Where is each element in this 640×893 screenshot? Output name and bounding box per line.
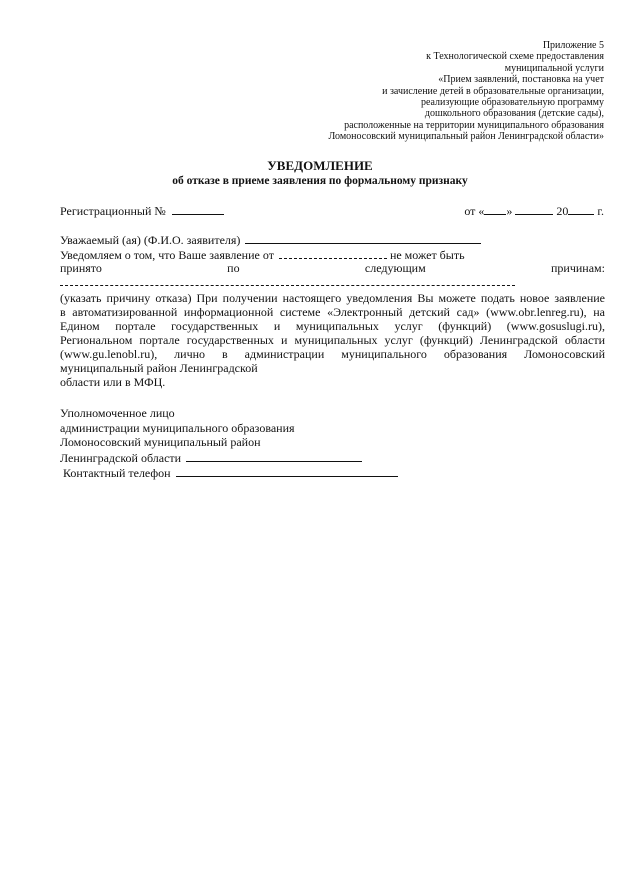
appendix-line: расположенные на территории муниципального образования: [344, 119, 604, 131]
accepted-word: следующим: [364, 261, 426, 275]
paragraph-line: (www.gu.lenobl.ru), лично в администрации муниципального образования Ломоносовский: [60, 347, 605, 361]
contact-phone-field[interactable]: [176, 465, 398, 477]
document-title: УВЕДОМЛЕНИЕ: [267, 158, 373, 173]
greeting-line: [60, 232, 481, 248]
date-day-field[interactable]: [484, 203, 506, 215]
registration-label: Регистрационный №: [60, 204, 166, 218]
date-year-field[interactable]: [568, 203, 594, 215]
accepted-word: принято: [60, 261, 102, 275]
signature-line: Уполномоченное лицо: [60, 406, 175, 420]
appendix-line: муниципальной услуги: [504, 62, 604, 74]
paragraph-line: муниципальный район Ленинградской: [60, 361, 258, 375]
reason-paragraph: [60, 291, 605, 389]
reason-field[interactable]: [60, 285, 515, 286]
date-month-field[interactable]: [515, 203, 553, 215]
notify-start: Уведомляем о том, что Ваше заявление от: [60, 248, 274, 262]
appendix-line: к Технологической схеме предоставления: [426, 51, 604, 63]
signature-line: Ломоносовский муниципальный район: [60, 435, 261, 450]
date-year-prefix: 20: [556, 204, 569, 218]
contact-phone-label: Контактный телефон: [63, 466, 171, 481]
applicant-name-field[interactable]: [245, 232, 481, 244]
notify-end: не может быть: [389, 248, 465, 262]
paragraph-line: Едином портале государственных и муниципальных услуг (функций) (www.gosuslugi.ru),: [60, 319, 605, 333]
signature-line: администрации муниципального образования: [60, 420, 295, 435]
appendix-line: «Прием заявлений, постановка на учет: [438, 74, 604, 86]
appendix-header: [284, 40, 604, 143]
appendix-line: дошкольного образования (детские сады),: [424, 108, 604, 120]
appendix-line: Приложение 5: [542, 40, 604, 51]
greeting-label: Уважаемый (ая) (Ф.И.О. заявителя): [60, 233, 241, 247]
registration-date: [464, 203, 604, 219]
accepted-word: по: [227, 261, 240, 275]
registration-number: [60, 203, 224, 219]
signature-region-label: Ленинградской области: [60, 450, 182, 465]
appendix-line: и зачисление детей в образовательные организации,: [382, 85, 604, 97]
accepted-word: причинам:: [551, 261, 605, 275]
signature-field[interactable]: [186, 450, 362, 462]
paragraph-line: Региональном портале государственных и муниципальных услуг (функций) Ленинградской области: [60, 333, 605, 347]
appendix-line: Ломоносовский муниципальный район Ленинградской области»: [328, 131, 604, 143]
accepted-row: [60, 261, 605, 276]
document-subtitle: об отказе в приеме заявления по формальному признаку: [172, 175, 468, 187]
date-from-label: от «: [464, 204, 485, 218]
signature-block: [60, 406, 398, 481]
paragraph-line: области или в МФЦ.: [60, 375, 166, 389]
paragraph-line: (указать причину отказа) При получении настоящего уведомления Вы можете подать новое заявление: [60, 291, 605, 305]
date-quote-close: »: [506, 204, 513, 218]
signature-region-line: [60, 450, 398, 466]
application-date-field[interactable]: [279, 247, 387, 259]
registration-number-field[interactable]: [172, 203, 224, 215]
paragraph-line: в автоматизированной информационной системе «Электронный детский сад» (www.obr.lenreg.ru), на: [60, 305, 605, 319]
appendix-line: реализующие образовательную программу: [420, 97, 604, 109]
contact-phone-line: [60, 465, 398, 481]
date-year-suffix: г.: [597, 204, 604, 218]
